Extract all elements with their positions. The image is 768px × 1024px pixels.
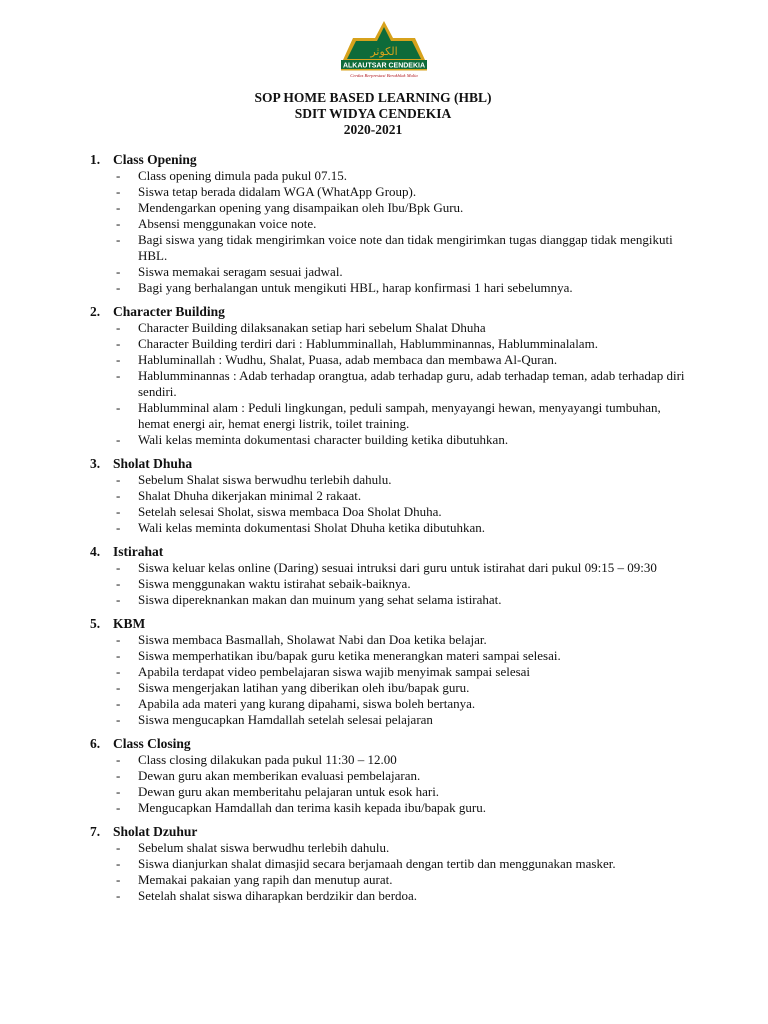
bullet-dash: -: [116, 184, 121, 199]
section-heading: [90, 616, 686, 632]
item-list: [90, 752, 686, 816]
list-item: [90, 520, 686, 536]
list-item: [90, 488, 686, 504]
list-item: [90, 576, 686, 592]
bullet-dash: -: [116, 664, 121, 679]
section-title: Character Building: [113, 304, 225, 319]
section-title: Sholat Dhuha: [113, 456, 193, 471]
item-list: [90, 632, 686, 728]
section-number: 6.: [90, 736, 101, 751]
item-text: Wali kelas meminta dokumentasi Sholat Dhuha ketika dibutuhkan.: [138, 520, 485, 535]
item-text: Wali kelas meminta dokumentasi character building ketika dibutuhkan.: [138, 432, 509, 447]
item-text: Apabila ada materi yang kurang dipahami, siswa boleh bertanya.: [138, 696, 476, 711]
item-text: Siswa dianjurkan shalat dimasjid secara berjamaah dengan tertib dan menggunakan masker.: [138, 856, 616, 871]
section-number: 1.: [90, 152, 101, 167]
list-item: [90, 768, 686, 784]
item-text: Hablumminal alam : Peduli lingkungan, peduli sampah, menyayangi hewan, menyayangi tumbuhan, hemat energi air, hemat energi listrik, toilet training.: [138, 400, 661, 431]
section-heading: [90, 152, 686, 168]
section: [90, 544, 686, 608]
item-text: Class closing dilakukan pada pukul 11:30 – 12.00: [138, 752, 397, 767]
list-item: [90, 872, 686, 888]
bullet-dash: -: [116, 784, 121, 799]
section: [90, 304, 686, 448]
item-text: Siswa keluar kelas online (Daring) sesuai intruksi dari guru untuk istirahat dari pukul 09:15 – 09:30: [138, 560, 657, 575]
title-line-3: 2020-2021: [343, 122, 403, 137]
section: [90, 824, 686, 904]
list-item: [90, 216, 686, 232]
list-item: [90, 680, 686, 696]
list-item: [90, 784, 686, 800]
list-item: [90, 472, 686, 488]
bullet-dash: -: [116, 232, 121, 247]
item-text: Absensi menggunakan voice note.: [138, 216, 317, 231]
bullet-dash: -: [116, 840, 121, 855]
item-text: Siswa mengerjakan latihan yang diberikan oleh ibu/bapak guru.: [138, 680, 470, 695]
item-list: [90, 168, 686, 296]
bullet-dash: -: [116, 768, 121, 783]
list-item: [90, 888, 686, 904]
item-text: Dewan guru akan memberikan evaluasi pembelajaran.: [138, 768, 421, 783]
school-logo: [337, 18, 431, 80]
bullet-dash: -: [116, 336, 121, 351]
list-item: [90, 352, 686, 368]
list-item: [90, 648, 686, 664]
list-item: [90, 320, 686, 336]
list-item: [90, 752, 686, 768]
section-title: Class Opening: [113, 152, 197, 167]
bullet-dash: -: [116, 264, 121, 279]
item-text: Mengucapkan Hamdallah dan terima kasih kepada ibu/bapak guru.: [138, 800, 486, 815]
item-text: Class opening dimula pada pukul 07.15.: [138, 168, 348, 183]
bullet-dash: -: [116, 488, 121, 503]
item-text: Shalat Dhuha dikerjakan minimal 2 rakaat.: [138, 488, 362, 503]
bullet-dash: -: [116, 680, 121, 695]
item-text: Setelah selesai Sholat, siswa membaca Doa Sholat Dhuha.: [138, 504, 442, 519]
item-text: Character Building terdiri dari : Hablumminallah, Hablumminannas, Hablumminalalam.: [138, 336, 598, 351]
list-item: [90, 336, 686, 352]
item-text: Sebelum shalat siswa berwudhu terlebih dahulu.: [138, 840, 390, 855]
list-item: [90, 232, 686, 264]
bullet-dash: -: [116, 800, 121, 815]
item-text: Bagi yang berhalangan untuk mengikuti HBL, harap konfirmasi 1 hari sebelumnya.: [138, 280, 573, 295]
item-text: Siswa membaca Basmallah, Sholawat Nabi dan Doa ketika belajar.: [138, 632, 487, 647]
list-item: [90, 264, 686, 280]
bullet-dash: -: [116, 856, 121, 871]
section-title: Sholat Dzuhur: [113, 824, 198, 839]
list-item: [90, 696, 686, 712]
section: [90, 736, 686, 816]
logo-name: ALKAUTSAR CENDEKIA: [342, 62, 426, 70]
section: [90, 152, 686, 296]
section-number: 3.: [90, 456, 101, 471]
item-text: Memakai pakaian yang rapih dan menutup aurat.: [138, 872, 393, 887]
list-item: [90, 560, 686, 576]
section-heading: [90, 456, 686, 472]
section: [90, 616, 686, 728]
item-text: Siswa tetap berada didalam WGA (WhatApp Group).: [138, 184, 417, 199]
bullet-dash: -: [116, 352, 121, 367]
section-number: 2.: [90, 304, 101, 319]
logo-tagline: Cerdas Berprestasi Berakhlak Mulia: [350, 73, 418, 78]
section-heading: [90, 304, 686, 320]
list-item: [90, 664, 686, 680]
item-text: Hablumminannas : Adab terhadap orangtua, adab terhadap guru, adab terhadap teman, adab terhadap diri sendiri.: [138, 368, 685, 399]
bullet-dash: -: [116, 280, 121, 295]
list-item: [90, 800, 686, 816]
bullet-dash: -: [116, 752, 121, 767]
item-text: Siswa memperhatikan ibu/bapak guru ketika menerangkan materi sampai selesai.: [138, 648, 561, 663]
item-text: Mendengarkan opening yang disampaikan oleh Ibu/Bpk Guru.: [138, 200, 464, 215]
bullet-dash: -: [116, 320, 121, 335]
item-text: Siswa dipereknankan makan dan muinum yang sehat selama istirahat.: [138, 592, 502, 607]
list-item: [90, 632, 686, 648]
item-text: Siswa memakai seragam sesuai jadwal.: [138, 264, 343, 279]
mosque-emblem-icon: [337, 18, 431, 80]
item-text: Sebelum Shalat siswa berwudhu terlebih dahulu.: [138, 472, 392, 487]
list-item: [90, 432, 686, 448]
title-line-2: SDIT WIDYA CENDEKIA: [294, 106, 452, 121]
bullet-dash: -: [116, 888, 121, 903]
section-heading: [90, 544, 686, 560]
item-text: Habluminallah : Wudhu, Shalat, Puasa, adab membaca dan membawa Al-Quran.: [138, 352, 558, 367]
bullet-dash: -: [116, 504, 121, 519]
bullet-dash: -: [116, 216, 121, 231]
bullet-dash: -: [116, 592, 121, 607]
item-list: [90, 840, 686, 904]
section-number: 4.: [90, 544, 101, 559]
item-text: Siswa menggunakan waktu istirahat sebaik-baiknya.: [138, 576, 411, 591]
bullet-dash: -: [116, 560, 121, 575]
section: [90, 456, 686, 536]
list-item: [90, 168, 686, 184]
document-title: [0, 90, 746, 138]
item-text: Character Building dilaksanakan setiap hari sebelum Shalat Dhuha: [138, 320, 486, 335]
bullet-dash: -: [116, 648, 121, 663]
section-number: 7.: [90, 824, 101, 839]
logo-arabic: الكوثر: [370, 45, 398, 58]
bullet-dash: -: [116, 200, 121, 215]
bullet-dash: -: [116, 696, 121, 711]
bullet-dash: -: [116, 368, 121, 383]
list-item: [90, 400, 686, 432]
list-item: [90, 280, 686, 296]
list-item: [90, 504, 686, 520]
item-text: Dewan guru akan memberitahu pelajaran untuk esok hari.: [138, 784, 440, 799]
bullet-dash: -: [116, 712, 121, 727]
bullet-dash: -: [116, 520, 121, 535]
section-title: KBM: [113, 616, 146, 631]
bullet-dash: -: [116, 432, 121, 447]
list-item: [90, 200, 686, 216]
section-heading: [90, 736, 686, 752]
section-title: Class Closing: [113, 736, 191, 751]
section-heading: [90, 824, 686, 840]
bullet-dash: -: [116, 632, 121, 647]
section-title: Istirahat: [113, 544, 164, 559]
item-text: Siswa mengucapkan Hamdallah setelah selesai pelajaran: [138, 712, 433, 727]
bullet-dash: -: [116, 400, 121, 415]
list-item: [90, 712, 686, 728]
item-list: [90, 320, 686, 448]
sop-sections: [90, 152, 686, 912]
bullet-dash: -: [116, 168, 121, 183]
item-text: Setelah shalat siswa diharapkan berdzikir dan berdoa.: [138, 888, 418, 903]
list-item: [90, 368, 686, 400]
bullet-dash: -: [116, 576, 121, 591]
item-text: Bagi siswa yang tidak mengirimkan voice note dan tidak mengirimkan tugas dianggap tidak mengikuti HBL.: [138, 232, 673, 263]
item-list: [90, 472, 686, 536]
list-item: [90, 840, 686, 856]
list-item: [90, 856, 686, 872]
bullet-dash: -: [116, 472, 121, 487]
item-list: [90, 560, 686, 608]
list-item: [90, 184, 686, 200]
list-item: [90, 592, 686, 608]
bullet-dash: -: [116, 872, 121, 887]
section-number: 5.: [90, 616, 101, 631]
title-line-1: SOP HOME BASED LEARNING (HBL): [254, 90, 492, 105]
item-text: Apabila terdapat video pembelajaran siswa wajib menyimak sampai selesai: [138, 664, 531, 679]
